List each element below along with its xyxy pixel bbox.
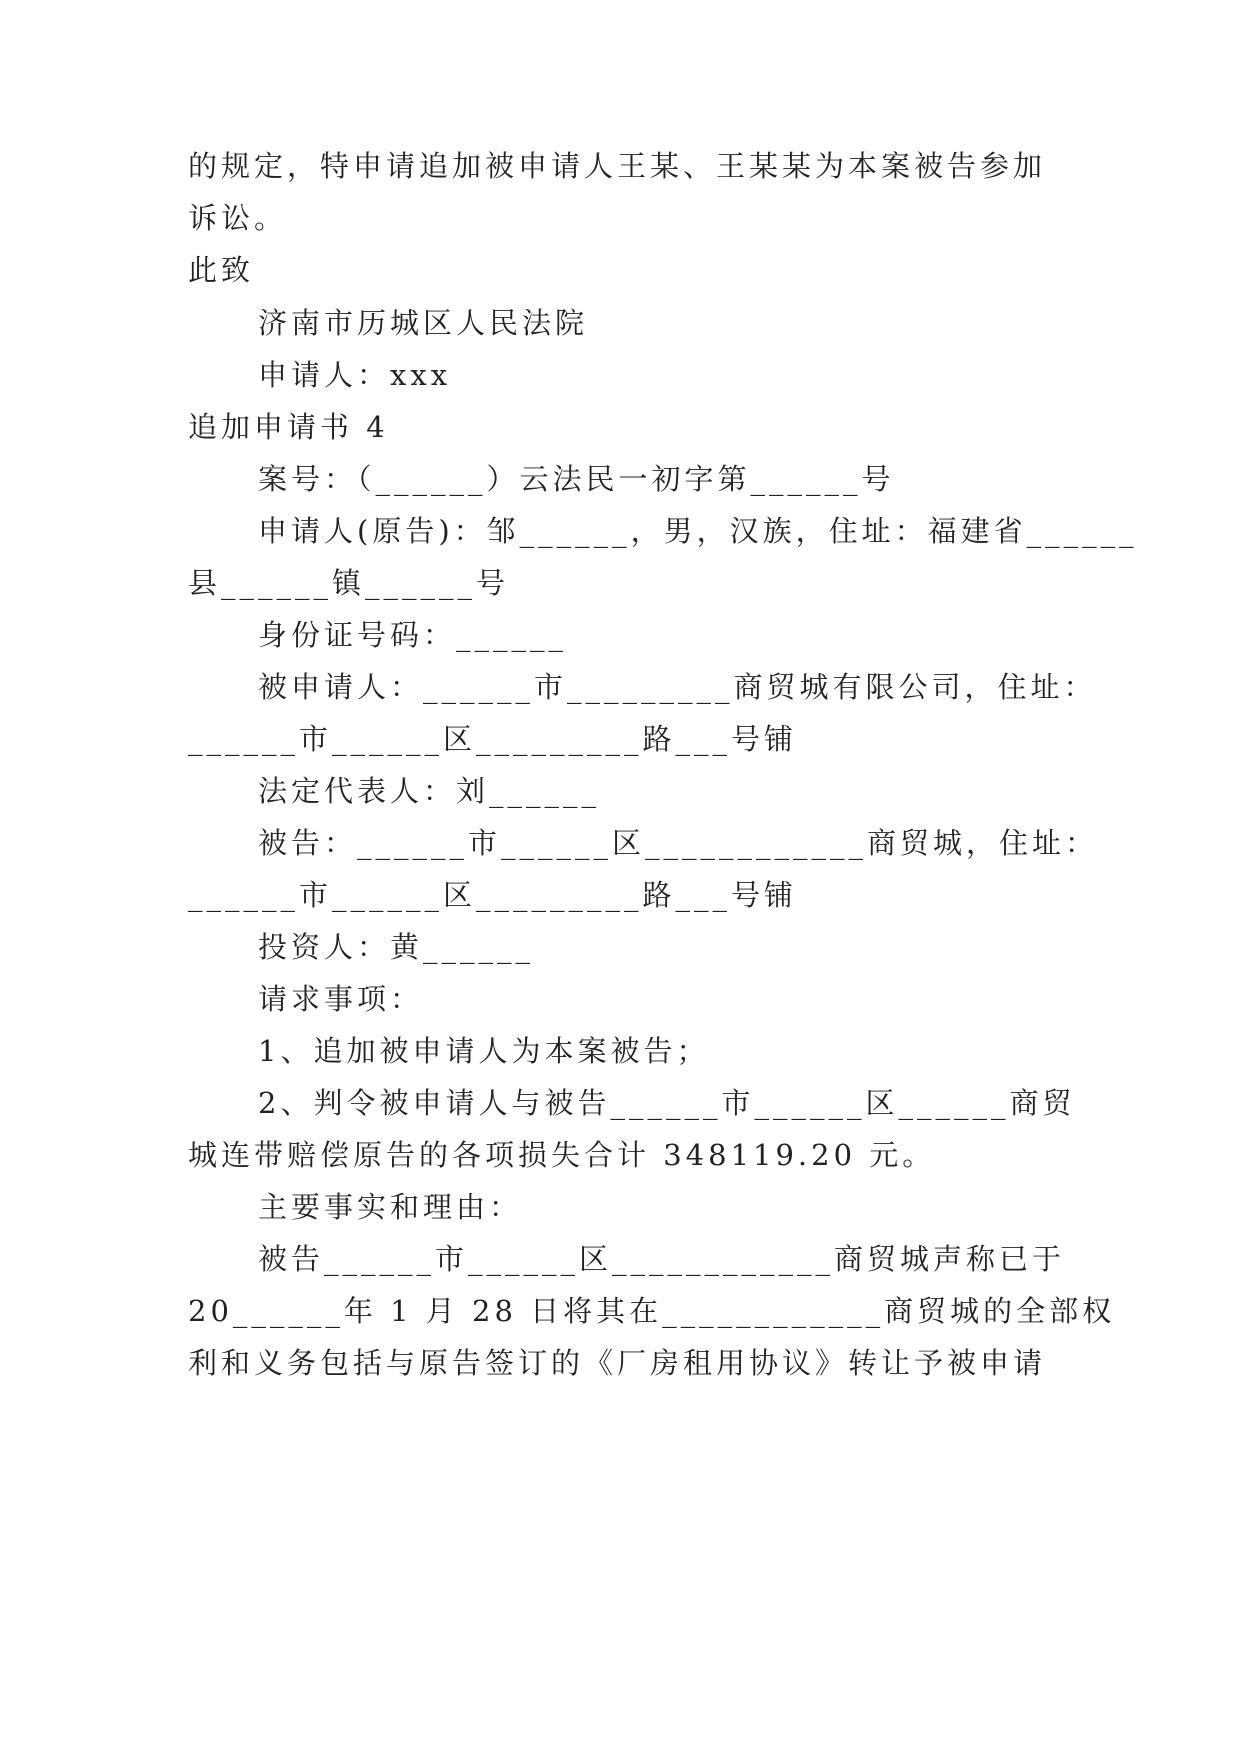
text-line: 申请人(原告)：邹______，男，汉族，住址：福建省______ <box>258 514 1138 548</box>
text-line: 县______镇______号 <box>188 566 510 600</box>
text-line: 投资人：黄______ <box>258 930 535 964</box>
text-line: 此致 <box>188 253 255 287</box>
text-line: 的规定，特申请追加被申请人王某、王某某为本案被告参加 <box>188 149 1047 183</box>
text-line: 济南市历城区人民法院 <box>258 306 589 340</box>
text-line: ______市______区_________路___号铺 <box>188 878 798 912</box>
text-line: 请求事项： <box>258 982 424 1016</box>
text-line: 城连带赔偿原告的各项损失合计 348119.20 元。 <box>188 1138 936 1172</box>
text-line: ______市______区_________路___号铺 <box>188 722 798 756</box>
text-line: 申请人：xxx <box>258 358 452 392</box>
text-line: 2、判令被申请人与被告______市______区______商贸 <box>258 1086 1076 1120</box>
text-line: 被申请人：______市_________商贸城有限公司，住址： <box>258 670 1097 704</box>
text-line: 20______年 1 月 28 日将其在____________商贸城的全部权 <box>188 1294 1116 1328</box>
text-line: 利和义务包括与原告签订的《厂房租用协议》转让予被申请 <box>188 1346 1047 1380</box>
text-line: 法定代表人：刘______ <box>258 774 601 808</box>
text-line: 1、追加被申请人为本案被告； <box>258 1034 710 1068</box>
text-line: 身份证号码：______ <box>258 618 568 652</box>
text-line: 主要事实和理由： <box>258 1190 523 1224</box>
text-line: 被告______市______区____________商贸城声称已于 <box>258 1242 1066 1276</box>
text-line: 追加申请书 4 <box>188 410 389 444</box>
text-line: 被告：______市______区____________商贸城，住址： <box>258 826 1099 860</box>
text-line: 案号：（______）云法民一初字第______号 <box>258 462 895 496</box>
text-line: 诉讼。 <box>188 201 288 235</box>
